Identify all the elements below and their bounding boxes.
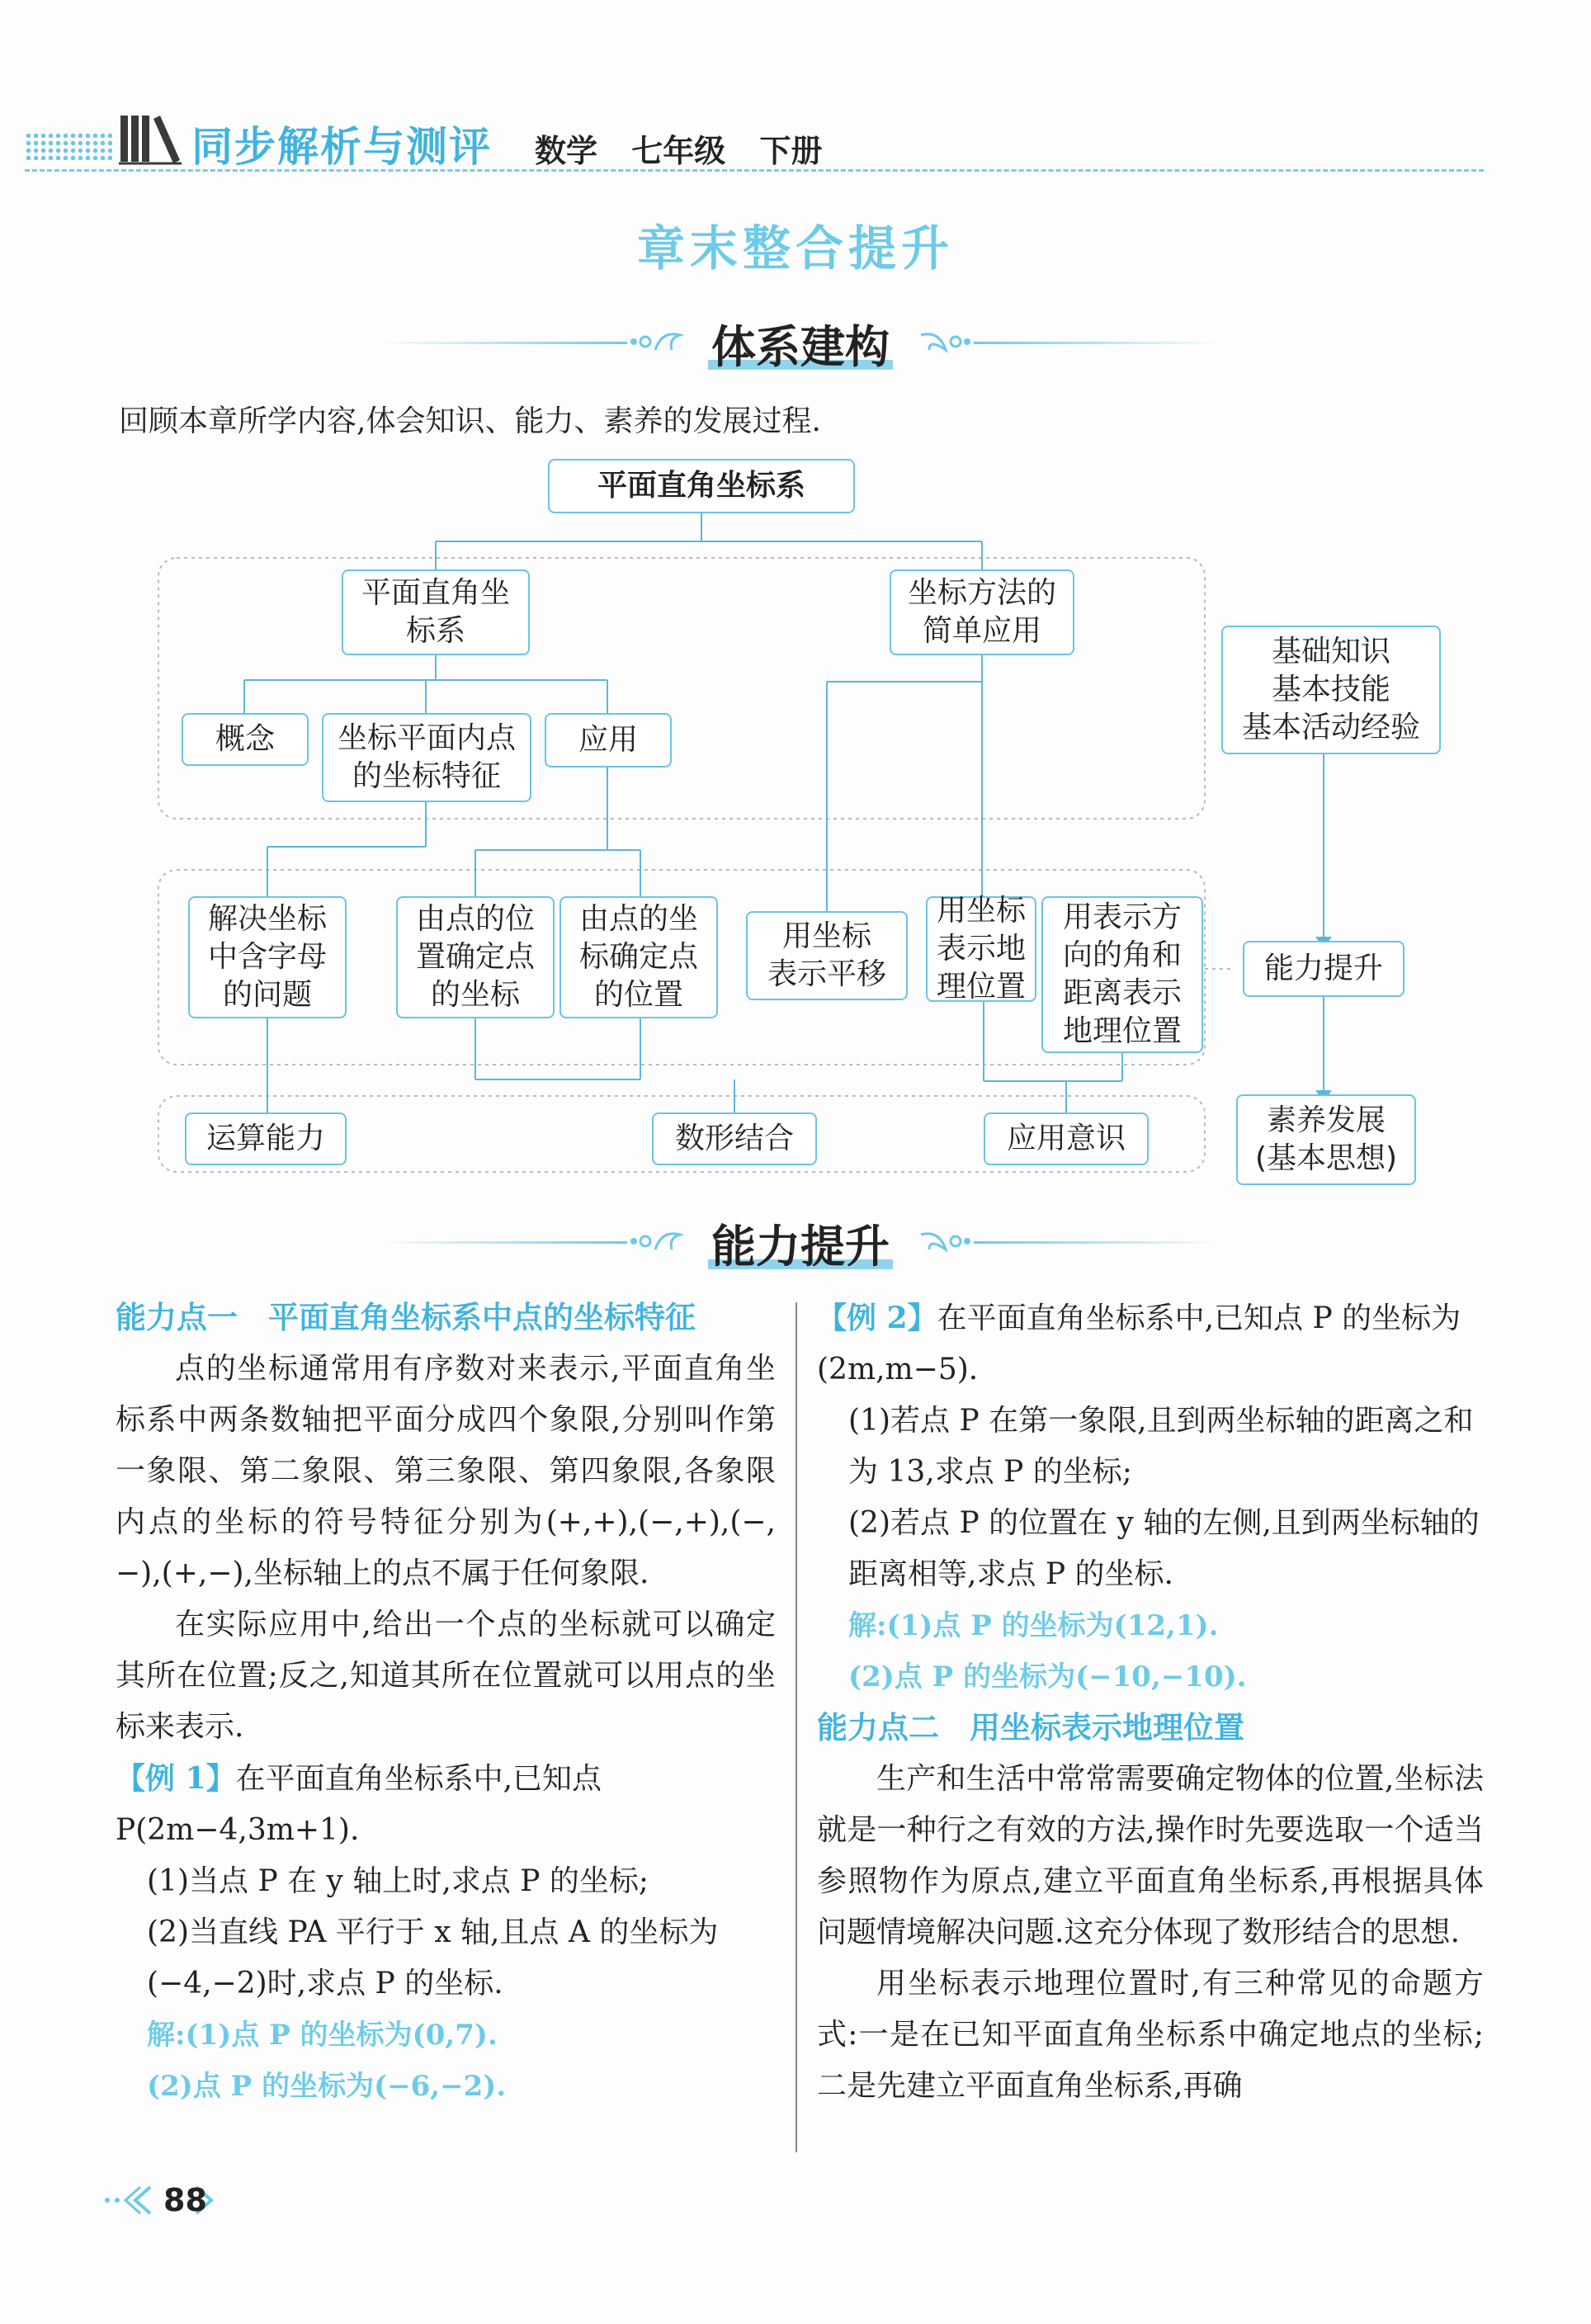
node-geo-location: 用坐标 表示地 理位置 [926, 896, 1036, 1002]
intro-text: 回顾本章所学内容,体会知识、能力、素养的发展过程. [119, 404, 821, 438]
subject-label: 数学 [535, 133, 598, 169]
page-number-badge [99, 2175, 223, 2225]
series-title: 同步解析与测评 [191, 123, 492, 171]
node-application-awareness: 应用意识 [984, 1112, 1149, 1165]
node-pos-to-coord: 由点的位 置确定点 的坐标 [396, 896, 555, 1018]
volume-label: 下册 [759, 133, 823, 169]
example-1 [116, 1753, 776, 1856]
chapter-title: 章末整合提升 [636, 220, 954, 276]
example-question: (1)当点 P 在 y 轴上时,求点 P 的坐标; [147, 1864, 649, 1898]
ornament-right-icon [914, 325, 972, 358]
node-translation: 用坐标 表示平移 [746, 911, 908, 1000]
left-column [116, 1292, 776, 2112]
example-question: (2)当直线 PA 平行于 x 轴,且点 A 的坐标为(−4,−2)时,求点 P 的坐标. [147, 1915, 719, 2000]
node-feature: 坐标平面内点 的坐标特征 [322, 713, 531, 802]
books-icon [119, 112, 182, 165]
section-title: 体系建构 [711, 321, 890, 373]
section-title: 能力提升 [711, 1221, 890, 1273]
grade-label: 七年级 [631, 133, 726, 169]
node-ability-up: 能力提升 [1243, 941, 1405, 997]
example-text: 在平面直角坐标系中,已知点 P 的坐标为(2m,m−5). [817, 1301, 1461, 1386]
node-direction-distance: 用表示方 向的角和 距离表示 地理位置 [1041, 896, 1203, 1053]
example-2 [817, 1292, 1484, 1396]
node-computation: 运算能力 [185, 1112, 347, 1165]
node-apply: 应用 [545, 713, 672, 768]
solution-line: (2)点 P 的坐标为(−6,−2). [147, 2070, 507, 2103]
paragraph: 生产和生活中常常需要确定物体的位置,坐标法就是一种行之有效的方法,操作时先要选取一个适当参照物作为原点,建立平面直角坐标系,再根据具体问题情境解决问题.这充分体现了数形结合的思想. [817, 1762, 1484, 1949]
node-branch-b: 坐标方法的 简单应用 [890, 569, 1074, 655]
node-coord-to-pos: 由点的坐 标确定点 的位置 [559, 896, 718, 1018]
example-tag: 【例 2】 [817, 1301, 937, 1335]
node-branch-a: 平面直角坐 标系 [342, 569, 530, 655]
right-column [817, 1292, 1484, 2112]
section-banner-structure [380, 307, 1221, 373]
knowledge-diagram [149, 451, 1436, 1193]
node-num-shape: 数形结合 [652, 1112, 817, 1165]
paragraph: 点的坐标通常用有序数对来表示,平面直角坐标系中两条数轴把平面分成四个象限,分别叫作第一象限、第二象限、第三象限、第四象限,各象限内点的坐标的符号特征分别为(+,+),(−,+),(−,−),(+,−),坐标轴上的点不属于任何象限. [116, 1352, 776, 1590]
node-basics: 基础知识 基本技能 基本活动经验 [1221, 626, 1441, 754]
ability-point-1-heading: 能力点一 平面直角坐标系中点的坐标特征 [116, 1300, 696, 1335]
ornament-right-icon [914, 1225, 972, 1258]
solution-line: 解:(1)点 P 的坐标为(0,7). [147, 2019, 498, 2052]
header-divider [25, 169, 1484, 172]
example-text: 在平面直角坐标系中,已知点 P(2m−4,3m+1). [116, 1762, 602, 1847]
book-meta [535, 125, 846, 171]
node-root: 平面直角坐标系 [548, 459, 855, 513]
node-concept: 概念 [182, 713, 309, 766]
paragraph: 在实际应用中,给出一个点的坐标就可以确定其所在位置;反之,知道其所在位置就可以用点的坐标来表示. [116, 1608, 776, 1744]
node-solve-letters: 解决坐标 中含字母 的问题 [188, 896, 347, 1018]
example-question: (1)若点 P 在第一象限,且到两坐标轴的距离之和为 13,求点 P 的坐标; [848, 1404, 1474, 1489]
node-literacy: 素养发展 (基本思想) [1236, 1094, 1416, 1185]
page-number: 88 [163, 2182, 207, 2218]
diagram-connectors [149, 451, 1436, 1193]
header-dot-pattern [25, 132, 112, 160]
example-tag: 【例 1】 [116, 1761, 236, 1796]
paragraph: 用坐标表示地理位置时,有三种常见的命题方式:一是在已知平面直角坐标系中确定地点的坐标;二是先建立平面直角坐标系,再确 [817, 1967, 1484, 2103]
solution-line: (2)点 P 的坐标为(−10,−10). [848, 1660, 1247, 1693]
solution-line: 解:(1)点 P 的坐标为(12,1). [848, 1609, 1219, 1642]
section-banner-ability [380, 1207, 1221, 1273]
column-divider [796, 1302, 797, 2152]
example-question: (2)若点 P 的位置在 y 轴的左侧,且到两坐标轴的距离相等,求点 P 的坐标. [848, 1506, 1480, 1591]
ability-point-2-heading: 能力点二 用坐标表示地理位置 [817, 1710, 1244, 1745]
